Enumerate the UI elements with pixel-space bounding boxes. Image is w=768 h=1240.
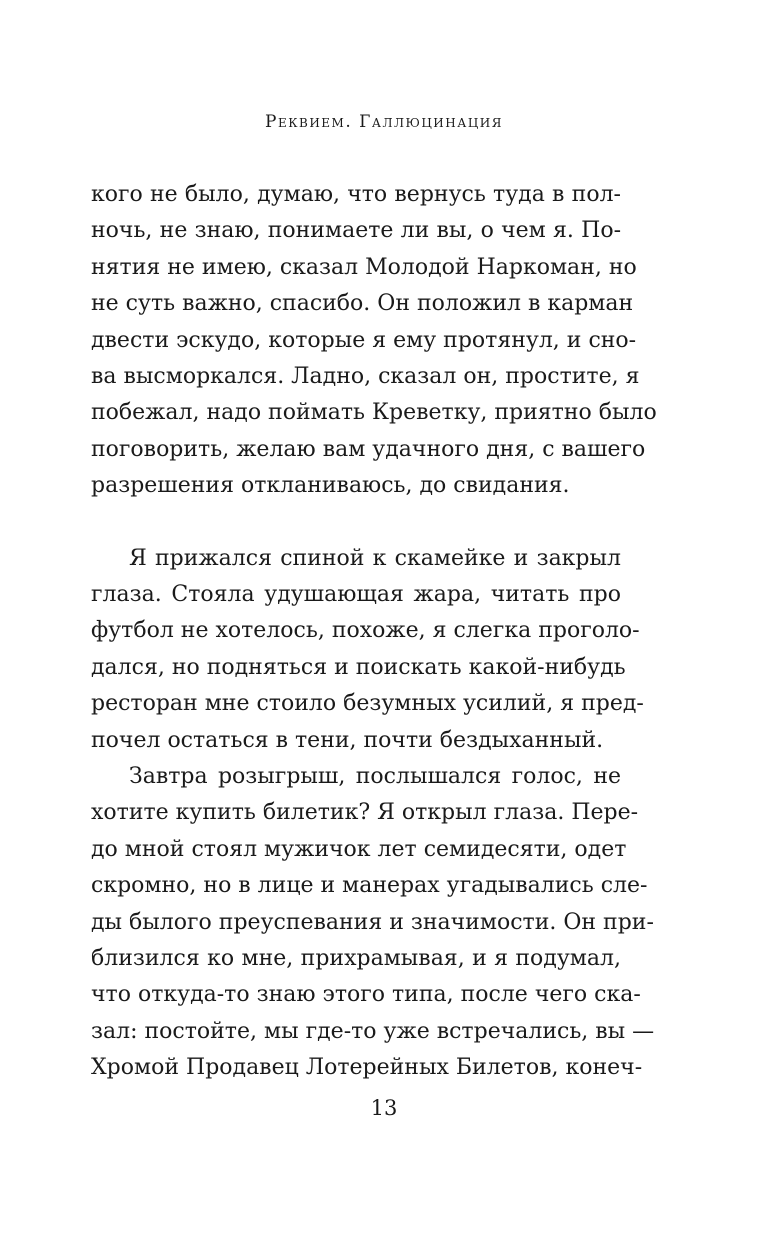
- text-line: не суть важно, спасибо. Он положил в карман: [91, 291, 634, 316]
- text-line: хотите купить билетик? Я открыл глаза. Пере-: [91, 800, 639, 825]
- text-line: побежал, надо поймать Креветку, приятно было: [91, 400, 657, 425]
- text-line: дался, но подняться и поискать какой-нибудь: [91, 655, 626, 680]
- text-line: Хромой Продавец Лотерейных Билетов, конеч-: [91, 1055, 643, 1080]
- text-line: ресторан мне стоило безумных усилий, я пред-: [91, 691, 644, 716]
- text-line: почел остаться в тени, почти бездыханный.: [91, 728, 604, 753]
- text-line: зал: постойте, мы где-то уже встречались, вы —: [91, 1019, 655, 1044]
- text-line: ночь, не знаю, понимаете ли вы, о чем я. По-: [91, 218, 621, 243]
- text-line: разрешения откланиваюсь, до свидания.: [91, 473, 570, 498]
- text-line: кого не было, думаю, что вернусь туда в пол-: [91, 182, 621, 207]
- text-line: что откуда-то знаю этого типа, после чего ска-: [91, 982, 641, 1007]
- text-line: ва высморкался. Ладно, сказал он, простите, я: [91, 364, 640, 389]
- running-head: Реквием. Галлюцинация: [265, 112, 503, 132]
- text-line: поговорить, желаю вам удачного дня, с вашего: [91, 437, 646, 462]
- text-line: Я прижался спиной к скамейке и закрыл: [129, 546, 621, 571]
- text-line: близился ко мне, прихрамывая, и я подумал,: [91, 946, 621, 971]
- text-line: Завтра розыгрыш, послышался голос, не: [129, 764, 621, 789]
- text-line: до мной стоял мужичок лет семидесяти, одет: [91, 837, 627, 862]
- text-line: ды былого преуспевания и значимости. Он при-: [91, 910, 654, 935]
- text-line: глаза. Стояла удушающая жара, читать про: [91, 582, 621, 607]
- text-line: двести эскудо, которые я ему протянул, и сно-: [91, 328, 637, 353]
- text-line: скромно, но в лице и манерах угадывались сле-: [91, 873, 648, 898]
- text-line: футбол не хотелось, похоже, я слегка проголо-: [91, 618, 640, 643]
- page-number: 13: [370, 1096, 398, 1120]
- text-line: нятия не имею, сказал Молодой Наркоман, но: [91, 255, 637, 280]
